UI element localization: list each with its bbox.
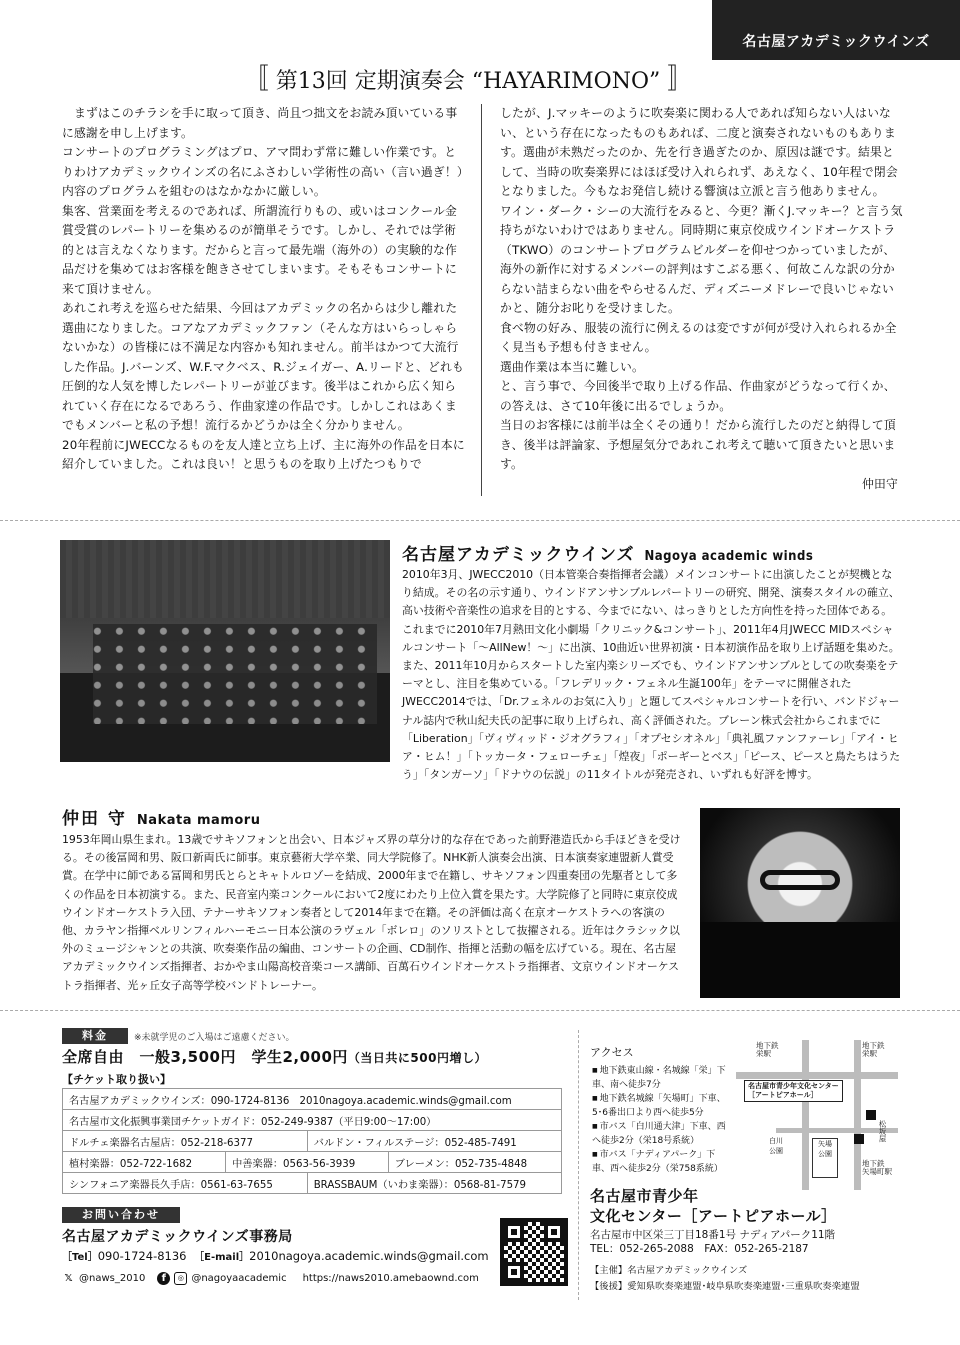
venue-name-line1: 名古屋市青少年 bbox=[590, 1187, 699, 1205]
essay-paragraph: 食べ物の好み、服装の流行に例えるのは変ですが何が受け入れられるか全く見当も予想も付きません。 bbox=[500, 320, 897, 354]
map-road bbox=[736, 1072, 898, 1079]
email-label: ［E-mail］ bbox=[194, 1252, 250, 1263]
conductor-portrait bbox=[700, 808, 900, 998]
section-divider bbox=[0, 520, 960, 521]
map-label-matsuzakaya: 松坂屋 bbox=[878, 1120, 887, 1143]
footer-divider bbox=[578, 1030, 579, 1300]
fee-prices: 全席自由 一般3,500円 学生2,000円 bbox=[62, 1048, 348, 1066]
map-venue-marker bbox=[854, 1134, 864, 1144]
essay-paragraph: まずはこのチラシを手に取って頂き、尚且つ拙文をお読み頂いている事に感謝を申し上げます。 bbox=[62, 106, 458, 140]
photo-musicians bbox=[93, 624, 377, 724]
social-links bbox=[62, 1272, 479, 1285]
band-name-en: Nagoya academic winds bbox=[644, 549, 814, 564]
table-cell: BRASSBAUM（いわま楽器）：0568-81-7579 bbox=[307, 1173, 561, 1194]
concert-title bbox=[238, 62, 698, 96]
fb-ig-handle: @nagoyaacademic bbox=[191, 1273, 287, 1284]
map-road bbox=[802, 1040, 809, 1190]
concert-title-text: 第13回 定期演奏会 “HAYARIMONO” bbox=[275, 69, 661, 94]
conductor-name-en: Nakata mamoru bbox=[136, 813, 261, 828]
band-photo bbox=[60, 540, 390, 762]
access-map bbox=[736, 1040, 898, 1190]
portrait-suit bbox=[700, 922, 900, 998]
instagram-icon: ◎ bbox=[174, 1272, 187, 1285]
table-cell: ドルチェ楽器名古屋店：052-218-6377 bbox=[63, 1131, 308, 1152]
table-row bbox=[63, 1110, 562, 1131]
map-road bbox=[854, 1040, 861, 1190]
organizer: 【主催】名古屋アカデミックウインズ bbox=[590, 1265, 748, 1276]
table-cell: 名古屋市文化振興事業団チケットガイド：052-249-9387（平日9:00〜17:00） bbox=[63, 1110, 562, 1131]
band-bio: 2010年3月、JWECC2010（日本管楽合奏指揮者会議）メインコンサートに出演したことが契機となり結成。その名の示す通り、ウインドアンサンブルレパートリーの研究、開発、演奏スタイルの確立、高い技術や音楽性の追求を目的とする、今までにない、はっきりとした方向性を持った団体である。これまでに2010年7月熱田文化小劇場「クリニック&コンサート」、2011年4月JWECC MIDスペシャルコンサート「〜AllNew！〜」に出演、10曲近い世界初演・日本初演作品を取り上げ話題を集めた。また、2011年10月からスタートした室内楽シリーズでも、ウインドアンサンブルとしての吹奏楽をテーマとし、注目を集めている。「フレデリック・フェネル生誕100年」をテーマに開催されたJWECC2014では、「Dr.フェネルのお気に入り」と題してスペシャルコンサートを行い、バンドジャーナル誌内で秋山紀夫氏の記事に取り上げられ、高く評価された。ブレーン株式会社からこれまでに「Liberation」「ヴィヴィッド・ジオグラフィ」「オプセシオネル」「典礼風ファンファーレ」「アイ・ヒア・ヒム！」「トッカータ・フェローチェ」「煌夜」「ポーギーとベス」「ピース、ピースと鳥たちはうたう」「タンガーソ」「ドナウの伝説」の11タイトルが発売され、いずれも好評を博す。 bbox=[402, 568, 901, 782]
essay-paragraph: 当日のお客様には前半は全くその通り！だから流行したのだと納得して頂き、後半は評論家、予想屋気分であれこれ考えて聴いて頂きたいと思います。 bbox=[500, 418, 896, 471]
venue-tel: TEL：052-265-2088 FAX：052-265-2187 bbox=[590, 1243, 809, 1255]
ticket-label: 【チケット取り扱い】 bbox=[62, 1073, 172, 1086]
map-building bbox=[866, 1110, 876, 1120]
x-handle: @naws_2010 bbox=[79, 1273, 146, 1284]
venue-name bbox=[590, 1186, 837, 1226]
essay-paragraph: と、言う事で、今回後半で取り上げる作品、作曲家がどうなって行くか、の答えは、さて10年後に出るでしょうか。 bbox=[500, 379, 896, 413]
table-cell: ブレーメン：052-735-4848 bbox=[388, 1152, 561, 1173]
conductor-bio: 1953年岡山県生まれ。13歳でサキソフォンと出会い、日本ジャズ界の草分け的な存在であった前野港造氏から手ほどきを受ける。その後冨岡和男、阪口新両氏に師事。東京藝術大学卒業、同大学院修了。NHK新人演奏会出演、日本演奏家連盟新人賞受賞。在学中に師である冨岡和男氏とらとキャトルロゾーを結成、2000年まで在籍し、サキソフォン四重奏団の先駆者として多くの作品を日本初演する。また、民音室内楽コンクールにおいて2度にわたり上位入賞を果たす。大学院修了と同時に東京佼成ウインドオーケストラ入団、テナーサキソフォン奏者として2014年まで在籍。その評価は高く在京オーケストラへの客演の他、カラヤン指揮ベルリンフィルハーモニー日本公演のラヴェル「ボレロ」のソリストとして抜擢される。近年はクラシック以外のミュージシャンとの共演、吹奏楽作品の編曲、コンサートの企画、CD制作、指揮と活動の幅を広げている。現在、名古屋アカデミックウインズ指揮者、おかやま山陽高校音楽コース講師、百萬石ウインドオーケストラ指揮者、文京ウインドオーケストラ指揮者、光ヶ丘女子高等学校バンドトレーナー。 bbox=[62, 833, 681, 992]
map-park-yaba: 矢場 公園 bbox=[812, 1138, 838, 1178]
table-cell: 中善楽器：0563-56-3939 bbox=[226, 1152, 389, 1173]
title-bracket-close: 〛 bbox=[667, 62, 696, 95]
table-cell: 植村楽器：052-722-1682 bbox=[63, 1152, 226, 1173]
list-item: ■ 地下鉄名城線「矢場町」下車、5･6番出口より西へ徒歩5分 bbox=[592, 1092, 732, 1120]
fee-door: （当日共に500円増し） bbox=[347, 1051, 487, 1065]
essay-paragraph: 20年程前にJWECCなるものを友人達と立ち上げ、主に海外の作品を日本に紹介していました。これは良い！と思うものを取り上げたつもりで bbox=[62, 437, 465, 471]
map-venue-callout: 名古屋市青少年文化センター ［アートピアホール］ bbox=[744, 1080, 843, 1102]
table-row bbox=[63, 1131, 562, 1152]
essay-right-column bbox=[500, 104, 904, 494]
table-cell: バルドン・フィルステージ：052-485-7491 bbox=[307, 1131, 561, 1152]
map-park-shirakawa: 白川 公園 bbox=[762, 1136, 790, 1166]
map-label-sakae: 地下鉄 栄駅 bbox=[756, 1041, 779, 1058]
essay-signature: 仲田守 bbox=[862, 476, 898, 491]
portrait-glasses bbox=[760, 870, 840, 890]
table-cell: シンフォニア楽器長久手店：0561-63-7655 bbox=[63, 1173, 308, 1194]
list-item: ■ 地下鉄東山線・名城線「栄」下車、南へ徒歩7分 bbox=[592, 1064, 732, 1092]
list-item: ■ 市バス「白川通大津」下車、西へ徒歩2分（栄18号系統） bbox=[592, 1120, 732, 1148]
venue-name-line2: 文化センター［アートピアホール］ bbox=[590, 1207, 837, 1225]
qr-finder bbox=[504, 1262, 524, 1282]
essay-paragraph: 選曲作業は本当に難しい。 bbox=[500, 359, 644, 374]
essay-paragraph: 集客、営業面を考えるのであれば、所謂流行りもの、或いはコンクール金賞受賞のレパートリーを集めるのが簡単そうです。しかし、それでは学術的とは言えなくなります。だからと言って最先端（海外の）の実験的な作品だけを集めてはお客様を飽きさせてしまいます。そもそもコンサートに来て頂けません。 bbox=[62, 203, 457, 296]
map-label-sakae: 地下鉄 栄駅 bbox=[862, 1041, 885, 1058]
band-name-ja: 名古屋アカデミックウインズ bbox=[402, 545, 635, 565]
x-icon: 𝕏 bbox=[64, 1273, 73, 1284]
table-row bbox=[63, 1089, 562, 1110]
qr-code bbox=[500, 1218, 568, 1286]
conductor-name-ja: 仲田 守 bbox=[62, 809, 127, 829]
essay-paragraph: ワイン・ダーク・シーの大流行をみると、今更？漸くJ.マッキー？と言う気持ちがないわけではありません。同時期に東京佼成ウインドオーケストラ（TKWO）のコンサートプログラムビルダーを仰せつかっていましたが、海外の新作に対するメンバーの評判はすこぶる悪く、何故こんな訳の分からない詰まらない曲をやらせるんだ、ディズニーメドレーで良いじゃないかと、随分お叱りを受けました。 bbox=[500, 203, 903, 315]
qr-finder bbox=[544, 1222, 564, 1242]
column-divider bbox=[481, 104, 482, 496]
photo-wall bbox=[60, 540, 390, 618]
inquiry-label: お問い合わせ bbox=[62, 1207, 180, 1223]
inquiry-email: 2010nagoya.academic.winds@gmail.com bbox=[249, 1249, 489, 1263]
facebook-icon: f bbox=[157, 1272, 170, 1285]
title-bracket-open: 〚 bbox=[240, 62, 269, 95]
section-divider bbox=[0, 1010, 960, 1011]
table-row bbox=[63, 1173, 562, 1194]
map-label-yabacho: 地下鉄 矢場町駅 bbox=[862, 1159, 892, 1176]
essay-paragraph: コンサートのプログラミングはプロ、アマ問わず常に難しい作業です。とりわけアカデミックウインズの名にふさわしい学術性の高い（言い過ぎ！）内容のプログラムを組むのはなかなかに厳しい。 bbox=[62, 145, 463, 198]
tel-label: ［Tel］ bbox=[62, 1252, 98, 1263]
qr-finder bbox=[504, 1222, 524, 1242]
org-tab: 名古屋アカデミックウインズ bbox=[712, 0, 960, 60]
essay-left-column bbox=[62, 104, 466, 475]
essay-paragraph: あれこれ考えを巡らせた結果、今回はアカデミックの名からは少し離れた選曲になりました。コアなアカデミックファン（そんな方はいらっしゃらないかな）の皆様には不満足な内容かも知れません。前半はかつて大流行した作品。J.バーンズ、W.F.マクベス、R.ジェイガー、A.リードと、どれも圧倒的な人気を博したレパートリーが並びます。後半はこれから広く知られていく存在になるであろう、作曲家達の作品です。しかしこれはあくまでもメンバーと私の予想！流行るかどうかは全く分かりません。 bbox=[62, 301, 465, 432]
venue-address bbox=[590, 1228, 835, 1256]
ticket-table bbox=[62, 1088, 562, 1194]
table-cell: 名古屋アカデミックウインズ：090-1724-8136 2010nagoya.academic.winds@gmail.com bbox=[63, 1089, 562, 1110]
fee-main bbox=[62, 1046, 487, 1067]
fee-note: ※未就学児のご入場はご遠慮ください。 bbox=[134, 1033, 295, 1043]
blog-url: https://naws2010.amebaownd.com bbox=[302, 1273, 479, 1284]
band-name bbox=[402, 540, 813, 565]
table-row bbox=[63, 1152, 562, 1173]
list-item: ■ 市バス「ナディアパーク」下車、西へ徒歩2分（栄758系統） bbox=[592, 1148, 732, 1176]
inquiry-tel: 090-1724-8136 bbox=[97, 1249, 187, 1263]
essay-paragraph: したが、J.マッキーのように吹奏楽に関わる人であれば知らない人はいない、という存在になったものもあれば、二度と演奏されないものもあります。選曲が未熟だったのか、先を行き過ぎたのか、原因は謎です。結果として、当時の吹奏楽界にはほぼ受け入れられず、あえなく、10年程で閉会となりました。今もなお発信し続ける響演は立派と言う他ありません。 bbox=[500, 106, 898, 198]
venue-street: 名古屋市中区栄三丁目18番1号 ナディアパーク11階 bbox=[590, 1229, 836, 1241]
access-list bbox=[592, 1064, 732, 1176]
conductor-name bbox=[62, 804, 260, 829]
access-title: アクセス bbox=[590, 1046, 634, 1059]
inquiry-office: 名古屋アカデミックウインズ事務局 bbox=[62, 1229, 293, 1245]
inquiry-contact bbox=[62, 1248, 489, 1263]
supporters: 【後援】愛知県吹奏楽連盟･岐阜県吹奏楽連盟･三重県吹奏楽連盟 bbox=[590, 1281, 860, 1292]
fee-label: 料金 bbox=[62, 1028, 128, 1044]
